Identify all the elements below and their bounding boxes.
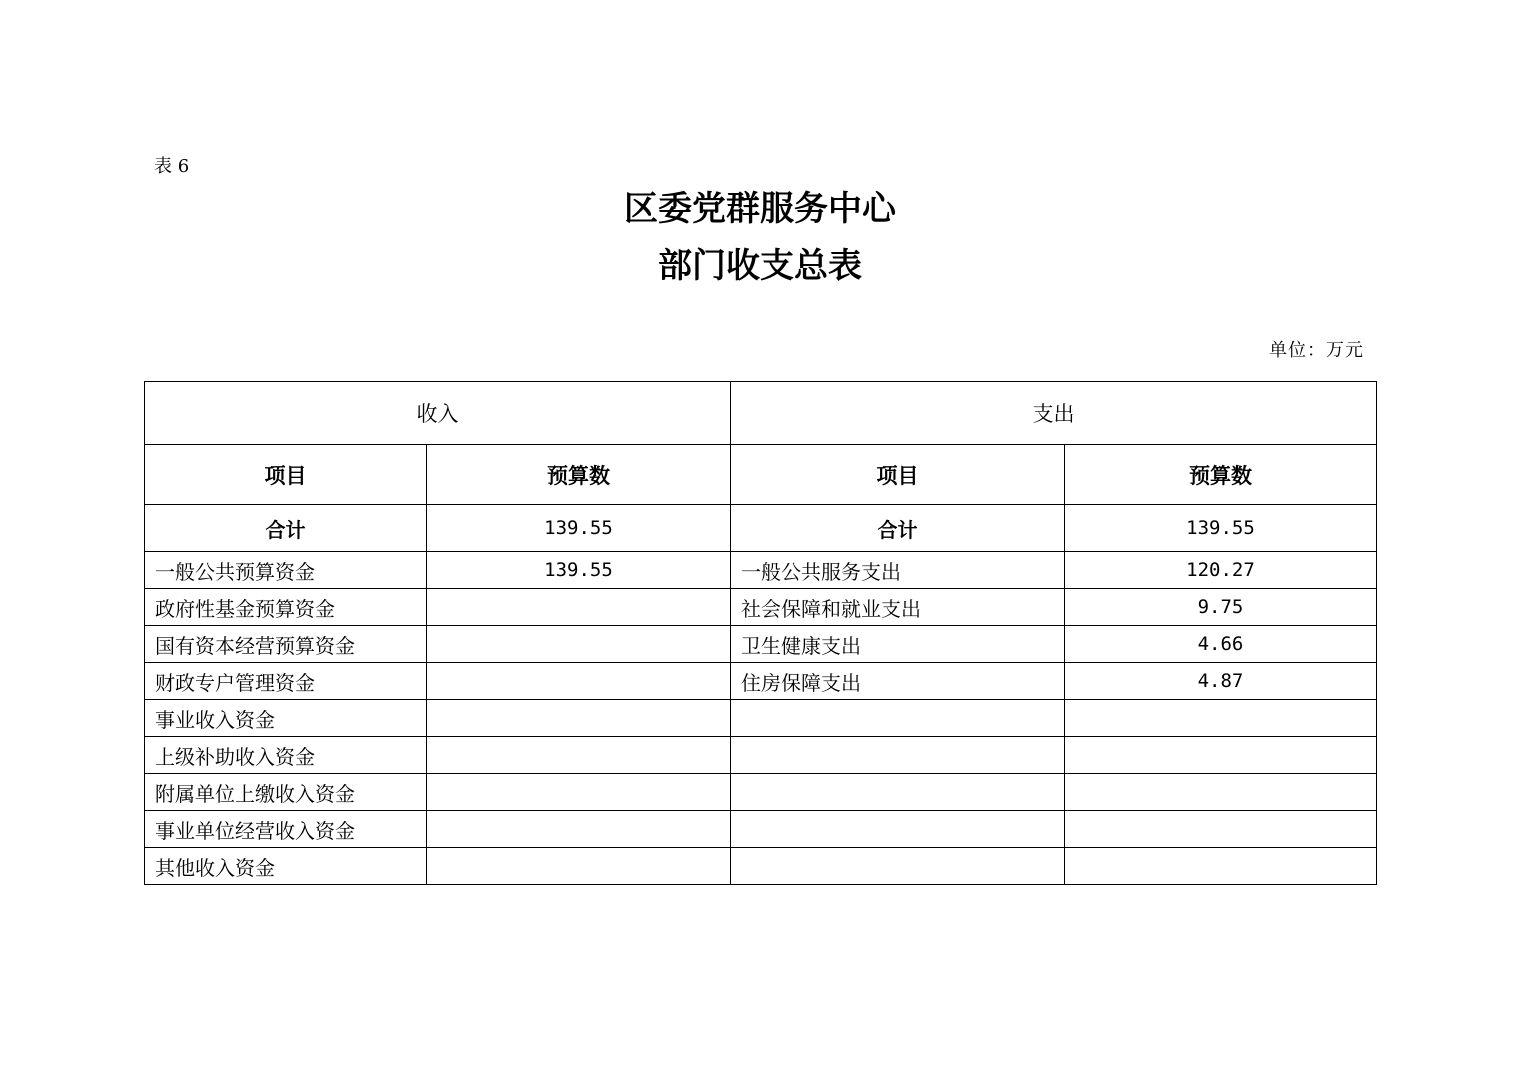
income-item-header: 项目 [145, 445, 427, 505]
expense-total-label: 合计 [731, 505, 1065, 552]
income-item: 其他收入资金 [145, 848, 427, 885]
table-row [145, 700, 1377, 737]
expense-item: 社会保障和就业支出 [731, 589, 1065, 626]
income-value [427, 811, 731, 848]
income-value [427, 700, 731, 737]
income-item: 财政专户管理资金 [145, 663, 427, 700]
expense-item [731, 737, 1065, 774]
income-item: 事业单位经营收入资金 [145, 811, 427, 848]
expense-value: 9.75 [1065, 589, 1377, 626]
expense-item: 住房保障支出 [731, 663, 1065, 700]
income-value [427, 737, 731, 774]
total-row [145, 505, 1377, 552]
table-row [145, 848, 1377, 885]
income-value [427, 774, 731, 811]
budget-table [144, 381, 1377, 885]
expense-value [1065, 848, 1377, 885]
unit-label: 单位：万元 [1269, 340, 1364, 361]
table-row [145, 589, 1377, 626]
expense-item-header: 项目 [731, 445, 1065, 505]
expense-item [731, 700, 1065, 737]
expense-value [1065, 700, 1377, 737]
income-total-label: 合计 [145, 505, 427, 552]
table-number: 表 6 [154, 156, 190, 177]
income-value [427, 663, 731, 700]
income-item: 事业收入资金 [145, 700, 427, 737]
table-row [145, 774, 1377, 811]
income-budget-header: 预算数 [427, 445, 731, 505]
expense-item [731, 811, 1065, 848]
income-item: 上级补助收入资金 [145, 737, 427, 774]
table-row [145, 663, 1377, 700]
expense-total-value: 139.55 [1065, 505, 1377, 552]
expense-budget-header: 预算数 [1065, 445, 1377, 505]
income-value [427, 848, 731, 885]
expense-item: 一般公共服务支出 [731, 552, 1065, 589]
column-header-row [145, 445, 1377, 505]
income-value: 139.55 [427, 552, 731, 589]
expense-item: 卫生健康支出 [731, 626, 1065, 663]
table-row [145, 811, 1377, 848]
expense-value: 4.66 [1065, 626, 1377, 663]
income-value [427, 589, 731, 626]
income-item: 政府性基金预算资金 [145, 589, 427, 626]
income-item: 国有资本经营预算资金 [145, 626, 427, 663]
page-title: 区委党群服务中心 [624, 189, 896, 229]
income-value [427, 626, 731, 663]
table-row [145, 737, 1377, 774]
income-item: 附属单位上缴收入资金 [145, 774, 427, 811]
table-row [145, 626, 1377, 663]
income-group-header: 收入 [145, 382, 731, 445]
income-item: 一般公共预算资金 [145, 552, 427, 589]
group-header-row [145, 382, 1377, 445]
income-total-value: 139.55 [427, 505, 731, 552]
expense-item [731, 848, 1065, 885]
expense-group-header: 支出 [731, 382, 1377, 445]
expense-item [731, 774, 1065, 811]
page-subtitle: 部门收支总表 [658, 246, 862, 286]
expense-value: 4.87 [1065, 663, 1377, 700]
expense-value [1065, 774, 1377, 811]
table-row [145, 552, 1377, 589]
expense-value [1065, 811, 1377, 848]
expense-value: 120.27 [1065, 552, 1377, 589]
expense-value [1065, 737, 1377, 774]
